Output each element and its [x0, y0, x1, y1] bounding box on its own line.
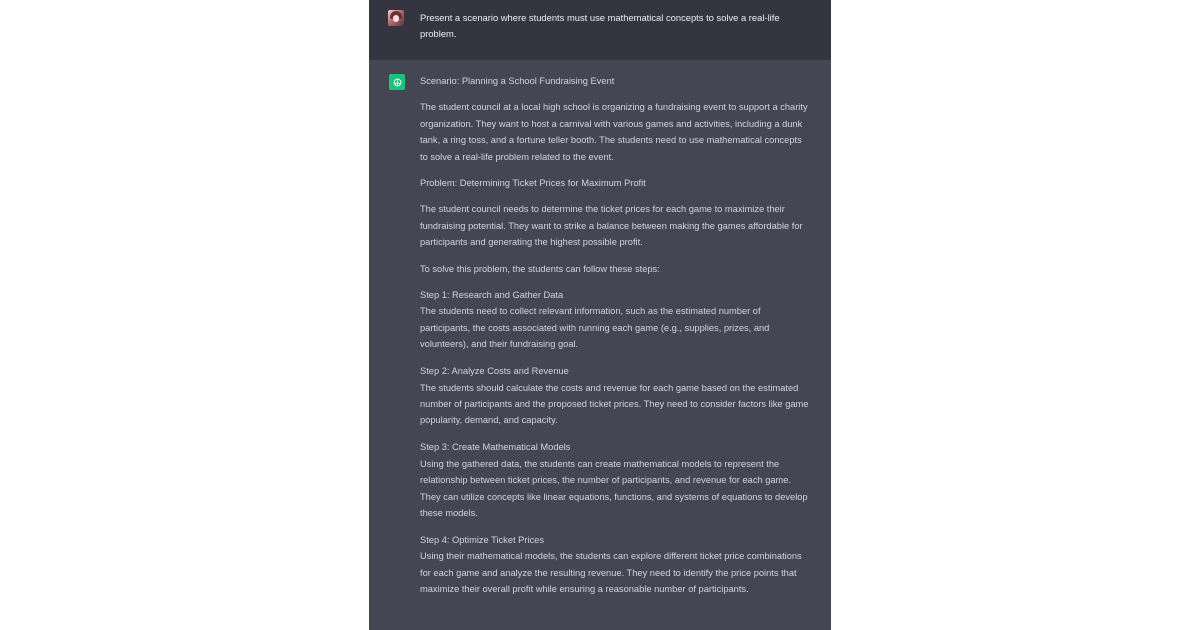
assistant-message [420, 73, 812, 608]
step-3 [420, 439, 812, 521]
step-title: Step 4: Optimize Ticket Prices [420, 534, 545, 545]
step-text: The students need to collect relevant information, such as the estimated number of participants, the costs associated with running each game (e.g., supplies, prizes, and volunteers), and their fundraising goal. [420, 306, 770, 350]
problem-paragraph: The student council needs to determine the ticket prices for each game to maximize their fundraising potential. They want to strike a balance between making the games affordable for participants and generating the highest possible profit. [420, 204, 803, 248]
user-message-text: Present a scenario where students must use mathematical concepts to solve a real-life problem. [420, 12, 780, 39]
step-text: Using their mathematical models, the students can explore different ticket price combinations for each game and analyze the resulting revenue. They need to identify the price points that maximize their overall profit while ensuring a reasonable number of participants. [420, 551, 802, 595]
step-1 [420, 287, 812, 353]
step-title: Step 1: Research and Gather Data [420, 290, 564, 301]
step-text: Using the gathered data, the students can create mathematical models to represent the relationship between ticket prices, the number of participants, and revenue for each game. They can utilize concepts like linear equations, functions, and systems of equations to develop these models. [420, 458, 808, 518]
step-4 [420, 532, 812, 598]
steps-intro: To solve this problem, the students can follow these steps: [420, 263, 660, 274]
step-2 [420, 363, 812, 429]
step-text: The students should calculate the costs and revenue for each game based on the estimated number of participants and the proposed ticket prices. They need to consider factors like game popularity, demand, and capacity. [420, 382, 809, 426]
scenario-title: Scenario: Planning a School Fundraising Event [420, 76, 615, 86]
chat-panel [369, 0, 831, 630]
step-title: Step 2: Analyze Costs and Revenue [420, 366, 569, 377]
openai-logo-icon [389, 74, 405, 90]
intro-paragraph: The student council at a local high school is organizing a fundraising event to support a charity organization. They want to host a carnival with various games and activities, including a dunk tank, a ring toss, and a fortune teller booth. The students need to use mathematical concepts to solve a real-life problem related to the event. [420, 102, 808, 162]
problem-title: Problem: Determining Ticket Prices for Maximum Profit [420, 178, 646, 189]
user-avatar [388, 10, 404, 26]
step-title: Step 3: Create Mathematical Models [420, 442, 571, 453]
user-message-row [369, 0, 831, 60]
